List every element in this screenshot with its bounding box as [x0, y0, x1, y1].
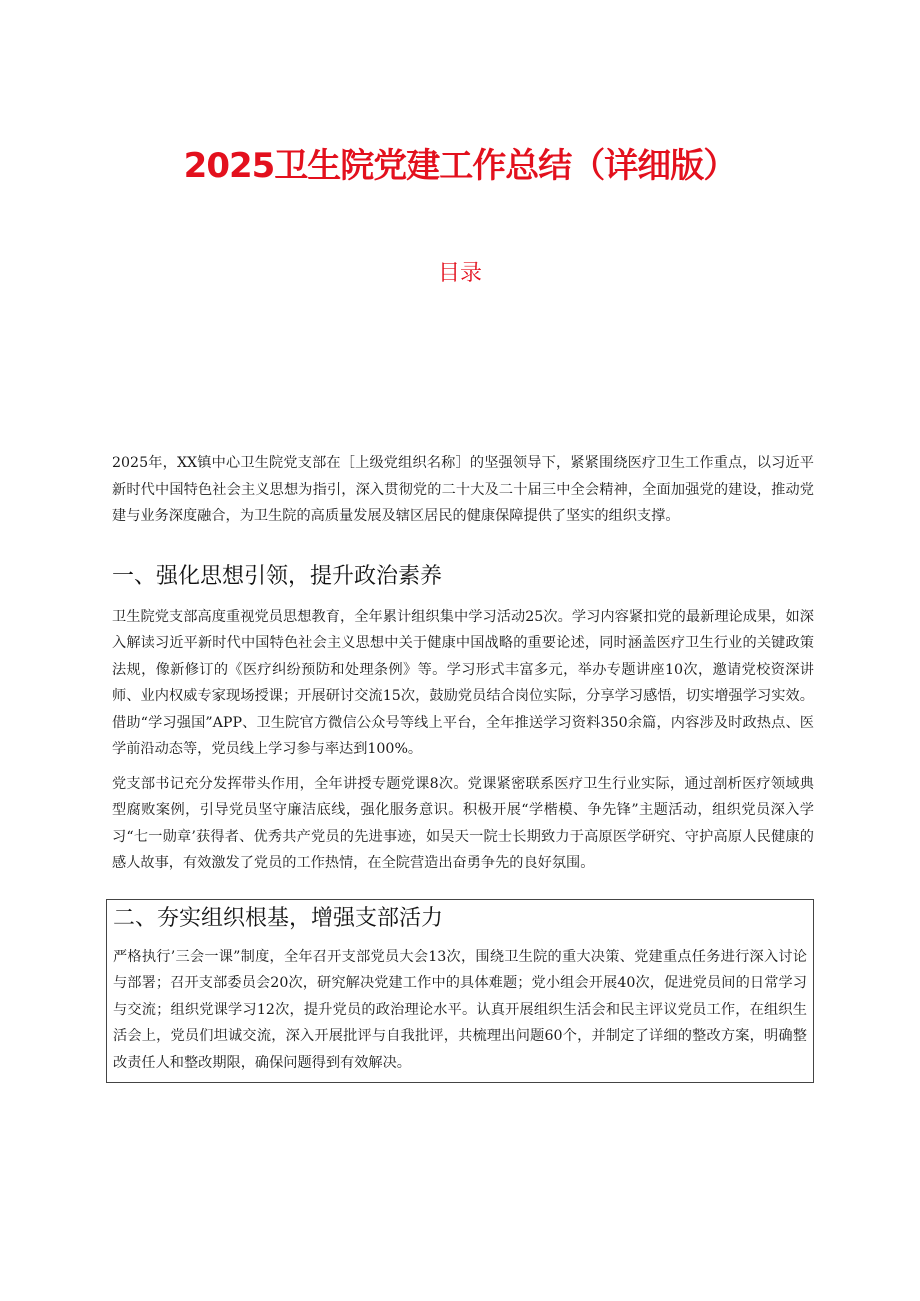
intro-paragraph: 2025年，XX镇中心卫生院党支部在［上级党组织名称］的坚强领导下，紧紧围绕医疗卫生工作重点，以习近平新时代中国特色社会主义思想为指引，深入贯彻党的二十大及二十届三中全会精神，全面加强党的建设，推动党建与业务深度融合，为卫生院的高质量发展及辖区居民的健康保障提供了坚实的组织支撑。: [112, 455, 814, 524]
section-paragraph: 党支部书记充分发挥带头作用，全年讲授专题党课8次。党课紧密联系医疗卫生行业实际，通过剖析医疗领域典型腐败案例，引导党员坚守廉洁底线，强化服务意识。积极开展“学楷模、争先锋”主题活动，组织党员深入学习“七一勋章’获得者、优秀共产党员的先进事迹，如吴天一院士长期致力于高原医学研究、守护高原人民健康的感人故事，有效激发了党员的工作热情，在全院营造出奋勇争先的良好氛围。: [112, 775, 814, 871]
section-ideology: [112, 560, 814, 877]
document-title: 2025卫生院党建工作总结（详细版）: [183, 146, 737, 186]
section-organization: [106, 899, 814, 1084]
document-body: [112, 450, 814, 1083]
section-heading: 一、强化思想引领，提升政治素养: [112, 563, 443, 589]
section-paragraph: 卫生院党支部高度重视党员思想教育，全年累计组织集中学习活动25次。学习内容紧扣党的最新理论成果，如深入解读习近平新时代中国特色社会主义思想中关于健康中国战略的重要论述，同时涵盖医疗卫生行业的关键政策法规，像新修订的《医疗纠纷预防和处理条例》等。学习形式丰富多元，举办专题讲座10次，邀请党校资深讲师、业内权威专家现场授课；开展研讨交流15次，鼓励党员结合岗位实际，分享学习感悟，切实增强学习实效。借助“学习强国”APP、卫生院官方微信公众号等线上平台，全年推送学习资料350余篇，内容涉及时政热点、医学前沿动态等，党员线上学习参与率达到100%。: [112, 608, 814, 757]
section-paragraph: 严格执行’三会一课”制度，全年召开支部党员大会13次，围绕卫生院的重大决策、党建重点任务进行深入讨论与部署；召开支部委员会20次，研究解决党建工作中的具体难题；党小组会开展40次，促进党员间的日常学习与交流；组织党课学习12次，提升党员的政治理论水平。认真开展组织生活会和民主评议党员工作，在组织生活会上，党员们坦诚交流，深入开展批评与自我批评，共梳理出问题60个，并制定了详细的整改方案，明确整改责任人和整改期限，确保问题得到有效解决。: [113, 948, 807, 1071]
toc-label: 目录: [437, 261, 482, 286]
section-heading: 二、夯实组织根基，增强支部活力: [113, 905, 444, 931]
